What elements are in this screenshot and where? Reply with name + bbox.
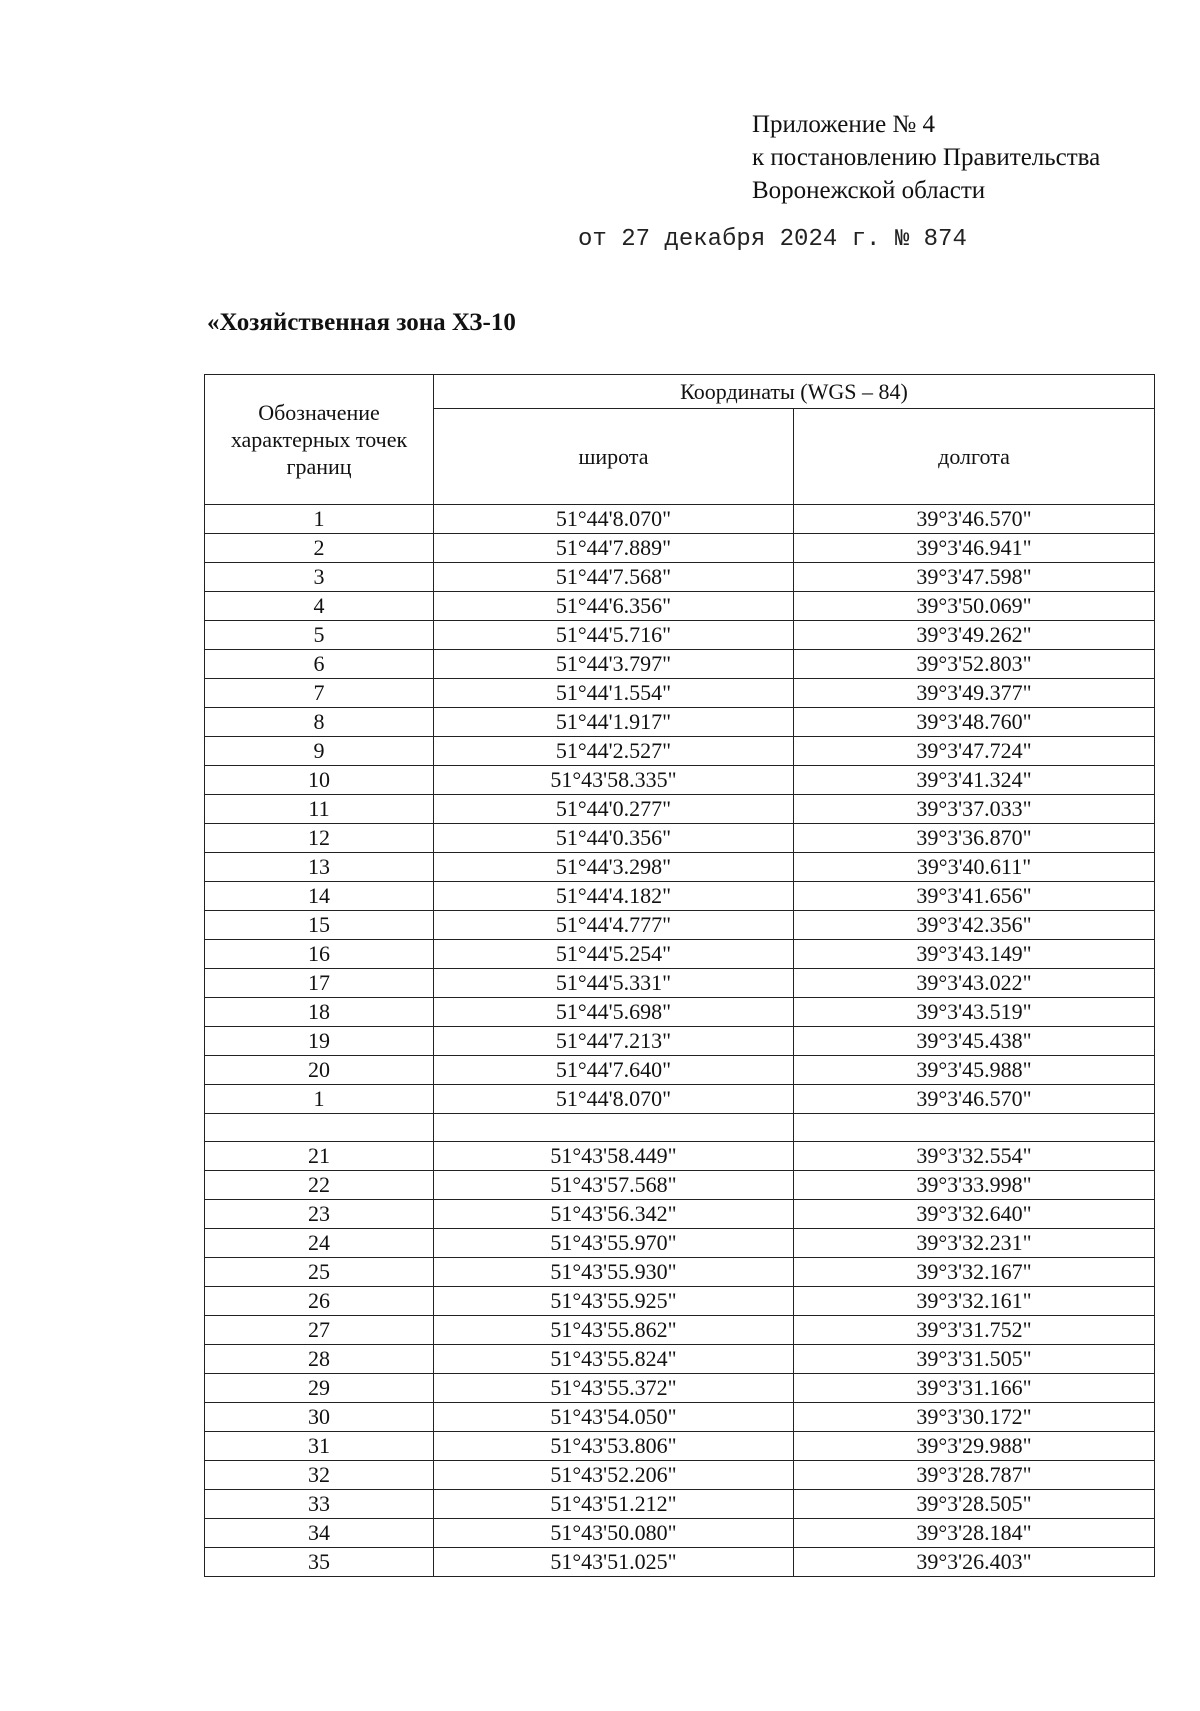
- point-cell: 5: [205, 621, 434, 650]
- longitude-cell: 39°3'47.598": [794, 563, 1155, 592]
- table-row: [205, 911, 1155, 940]
- point-cell: 29: [205, 1374, 434, 1403]
- table-row: [205, 1142, 1155, 1171]
- latitude-cell: 51°43'51.212": [434, 1490, 794, 1519]
- latitude-cell: 51°44'5.716": [434, 621, 794, 650]
- longitude-cell: 39°3'32.161": [794, 1287, 1155, 1316]
- table-row: [205, 1374, 1155, 1403]
- table-row: [205, 766, 1155, 795]
- longitude-cell: 39°3'32.231": [794, 1229, 1155, 1258]
- latitude-cell: 51°44'8.070": [434, 505, 794, 534]
- table-row: [205, 708, 1155, 737]
- point-cell: 21: [205, 1142, 434, 1171]
- latitude-cell: 51°43'51.025": [434, 1548, 794, 1577]
- point-cell: 28: [205, 1345, 434, 1374]
- table-row: [205, 737, 1155, 766]
- latitude-cell: 51°44'0.277": [434, 795, 794, 824]
- longitude-cell: 39°3'43.149": [794, 940, 1155, 969]
- point-cell: 7: [205, 679, 434, 708]
- longitude-cell: 39°3'26.403": [794, 1548, 1155, 1577]
- coordinates-group-header: Координаты (WGS – 84): [434, 375, 1155, 409]
- table-row: [205, 621, 1155, 650]
- decree-date-number: от 27 декабря 2024 г. № 874: [578, 226, 967, 253]
- table-row: [205, 1490, 1155, 1519]
- latitude-cell: 51°43'54.050": [434, 1403, 794, 1432]
- point-cell: 12: [205, 824, 434, 853]
- point-cell: 25: [205, 1258, 434, 1287]
- longitude-cell: 39°3'46.570": [794, 1085, 1155, 1114]
- coordinates-table: [204, 374, 1155, 1577]
- longitude-cell: 39°3'33.998": [794, 1171, 1155, 1200]
- point-cell: 2: [205, 534, 434, 563]
- latitude-cell: 51°44'1.917": [434, 708, 794, 737]
- point-cell: 24: [205, 1229, 434, 1258]
- latitude-cell: 51°44'7.889": [434, 534, 794, 563]
- latitude-cell: 51°44'5.254": [434, 940, 794, 969]
- point-cell: 19: [205, 1027, 434, 1056]
- point-cell: 35: [205, 1548, 434, 1577]
- table-row: [205, 1345, 1155, 1374]
- longitude-cell: 39°3'43.519": [794, 998, 1155, 1027]
- table-row: [205, 592, 1155, 621]
- table-row: [205, 882, 1155, 911]
- point-cell: 17: [205, 969, 434, 998]
- table-row: [205, 1287, 1155, 1316]
- latitude-cell: 51°44'5.698": [434, 998, 794, 1027]
- table-row: [205, 1548, 1155, 1577]
- table-row: [205, 1258, 1155, 1287]
- latitude-cell: 51°43'55.862": [434, 1316, 794, 1345]
- table-row: [205, 1114, 1155, 1142]
- appendix-reference: к постановлению Правительства: [752, 144, 1101, 171]
- longitude-cell: 39°3'41.324": [794, 766, 1155, 795]
- table-row: [205, 1171, 1155, 1200]
- point-cell: 30: [205, 1403, 434, 1432]
- latitude-cell: 51°44'7.640": [434, 1056, 794, 1085]
- zone-title: «Хозяйственная зона ХЗ-10: [207, 309, 516, 336]
- coordinates-table-body: [205, 505, 1155, 1577]
- latitude-cell: 51°44'0.356": [434, 824, 794, 853]
- longitude-cell: 39°3'50.069": [794, 592, 1155, 621]
- latitude-cell: 51°44'2.527": [434, 737, 794, 766]
- longitude-cell: 39°3'32.167": [794, 1258, 1155, 1287]
- latitude-cell: 51°44'5.331": [434, 969, 794, 998]
- latitude-cell: 51°43'55.925": [434, 1287, 794, 1316]
- latitude-cell: 51°44'7.568": [434, 563, 794, 592]
- longitude-cell: 39°3'32.640": [794, 1200, 1155, 1229]
- point-cell: [205, 1114, 434, 1142]
- latitude-cell: 51°44'6.356": [434, 592, 794, 621]
- table-row: [205, 1461, 1155, 1490]
- latitude-cell: 51°44'3.797": [434, 650, 794, 679]
- table-row: [205, 1519, 1155, 1548]
- latitude-cell: 51°43'58.335": [434, 766, 794, 795]
- table-row: [205, 505, 1155, 534]
- longitude-cell: [794, 1114, 1155, 1142]
- longitude-cell: 39°3'41.656": [794, 882, 1155, 911]
- table-row: [205, 1432, 1155, 1461]
- table-row: [205, 969, 1155, 998]
- point-designation-header: Обозначение характерных точек границ: [205, 375, 434, 505]
- latitude-cell: 51°43'55.930": [434, 1258, 794, 1287]
- longitude-cell: 39°3'29.988": [794, 1432, 1155, 1461]
- table-header-row: [205, 375, 1155, 409]
- table-row: [205, 795, 1155, 824]
- longitude-cell: 39°3'48.760": [794, 708, 1155, 737]
- point-cell: 6: [205, 650, 434, 679]
- longitude-cell: 39°3'32.554": [794, 1142, 1155, 1171]
- longitude-cell: 39°3'28.184": [794, 1519, 1155, 1548]
- point-cell: 27: [205, 1316, 434, 1345]
- point-cell: 26: [205, 1287, 434, 1316]
- latitude-header: широта: [434, 409, 794, 505]
- point-cell: 1: [205, 505, 434, 534]
- longitude-cell: 39°3'37.033": [794, 795, 1155, 824]
- table-row: [205, 940, 1155, 969]
- point-cell: 22: [205, 1171, 434, 1200]
- point-cell: 13: [205, 853, 434, 882]
- table-row: [205, 1056, 1155, 1085]
- point-cell: 11: [205, 795, 434, 824]
- point-cell: 9: [205, 737, 434, 766]
- table-row: [205, 1229, 1155, 1258]
- point-cell: 18: [205, 998, 434, 1027]
- point-cell: 10: [205, 766, 434, 795]
- table-row: [205, 853, 1155, 882]
- point-cell: 20: [205, 1056, 434, 1085]
- latitude-cell: 51°43'56.342": [434, 1200, 794, 1229]
- latitude-cell: 51°43'57.568": [434, 1171, 794, 1200]
- longitude-cell: 39°3'28.505": [794, 1490, 1155, 1519]
- latitude-cell: 51°43'52.206": [434, 1461, 794, 1490]
- latitude-cell: 51°43'50.080": [434, 1519, 794, 1548]
- longitude-cell: 39°3'45.988": [794, 1056, 1155, 1085]
- table-row: [205, 1316, 1155, 1345]
- latitude-cell: 51°44'3.298": [434, 853, 794, 882]
- latitude-cell: [434, 1114, 794, 1142]
- point-cell: 8: [205, 708, 434, 737]
- longitude-cell: 39°3'43.022": [794, 969, 1155, 998]
- point-cell: 34: [205, 1519, 434, 1548]
- longitude-cell: 39°3'52.803": [794, 650, 1155, 679]
- table-row: [205, 998, 1155, 1027]
- latitude-cell: 51°44'7.213": [434, 1027, 794, 1056]
- point-cell: 14: [205, 882, 434, 911]
- table-row: [205, 679, 1155, 708]
- point-cell: 16: [205, 940, 434, 969]
- table-row: [205, 650, 1155, 679]
- table-row: [205, 1085, 1155, 1114]
- longitude-cell: 39°3'31.752": [794, 1316, 1155, 1345]
- latitude-cell: 51°43'55.824": [434, 1345, 794, 1374]
- point-cell: 33: [205, 1490, 434, 1519]
- point-cell: 32: [205, 1461, 434, 1490]
- longitude-cell: 39°3'42.356": [794, 911, 1155, 940]
- latitude-cell: 51°43'55.970": [434, 1229, 794, 1258]
- latitude-cell: 51°44'4.182": [434, 882, 794, 911]
- point-cell: 23: [205, 1200, 434, 1229]
- latitude-cell: 51°43'55.372": [434, 1374, 794, 1403]
- longitude-cell: 39°3'28.787": [794, 1461, 1155, 1490]
- table-row: [205, 534, 1155, 563]
- longitude-cell: 39°3'36.870": [794, 824, 1155, 853]
- table-row: [205, 1027, 1155, 1056]
- longitude-cell: 39°3'31.166": [794, 1374, 1155, 1403]
- latitude-cell: 51°44'8.070": [434, 1085, 794, 1114]
- appendix-region: Воронежской области: [752, 177, 986, 204]
- point-cell: 3: [205, 563, 434, 592]
- point-cell: 15: [205, 911, 434, 940]
- latitude-cell: 51°44'4.777": [434, 911, 794, 940]
- table-row: [205, 1200, 1155, 1229]
- table-row: [205, 1403, 1155, 1432]
- longitude-cell: 39°3'30.172": [794, 1403, 1155, 1432]
- longitude-cell: 39°3'45.438": [794, 1027, 1155, 1056]
- longitude-cell: 39°3'46.570": [794, 505, 1155, 534]
- table-row: [205, 563, 1155, 592]
- point-cell: 4: [205, 592, 434, 621]
- longitude-header: долгота: [794, 409, 1155, 505]
- table-row: [205, 824, 1155, 853]
- point-cell: 31: [205, 1432, 434, 1461]
- latitude-cell: 51°43'58.449": [434, 1142, 794, 1171]
- latitude-cell: 51°43'53.806": [434, 1432, 794, 1461]
- longitude-cell: 39°3'40.611": [794, 853, 1155, 882]
- longitude-cell: 39°3'47.724": [794, 737, 1155, 766]
- appendix-header: [752, 108, 1100, 207]
- point-cell: 1: [205, 1085, 434, 1114]
- longitude-cell: 39°3'31.505": [794, 1345, 1155, 1374]
- latitude-cell: 51°44'1.554": [434, 679, 794, 708]
- longitude-cell: 39°3'49.262": [794, 621, 1155, 650]
- longitude-cell: 39°3'46.941": [794, 534, 1155, 563]
- longitude-cell: 39°3'49.377": [794, 679, 1155, 708]
- appendix-number: Приложение № 4: [752, 111, 936, 138]
